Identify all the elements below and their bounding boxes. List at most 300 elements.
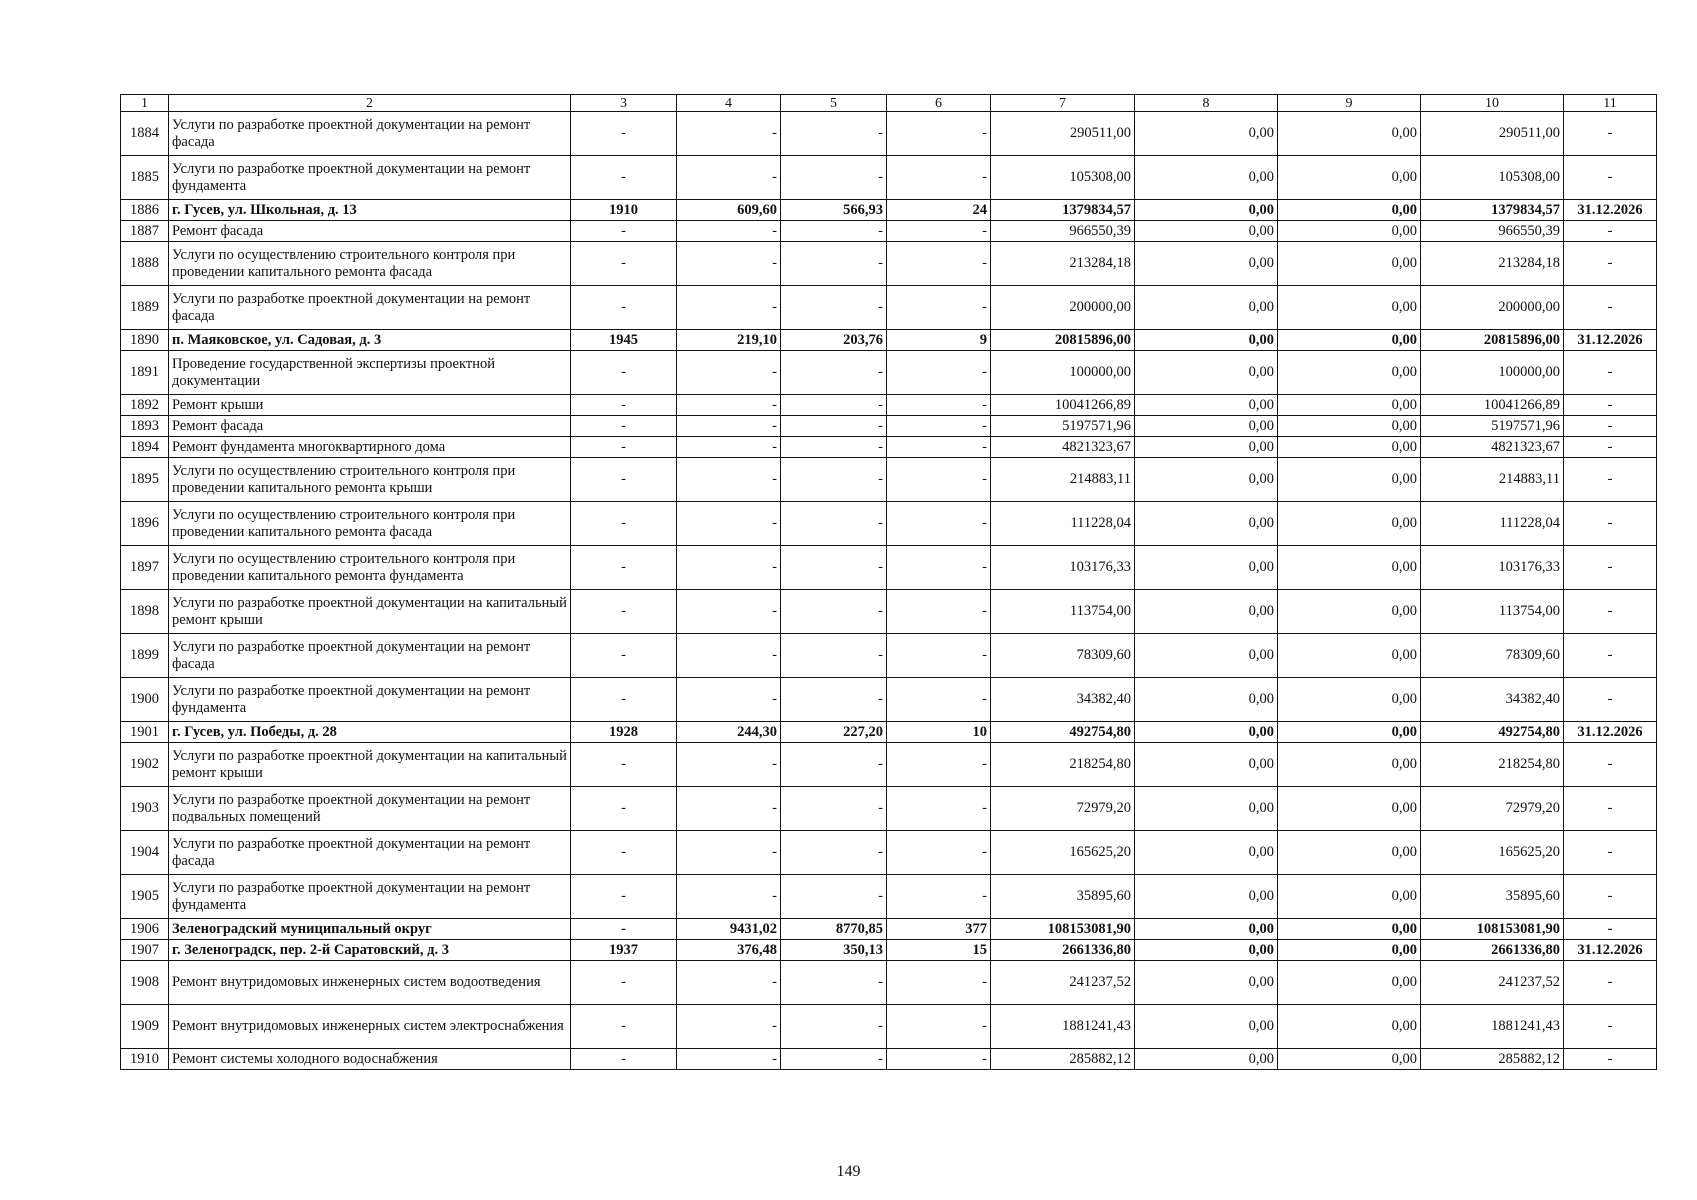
deadline-cell: - xyxy=(1564,743,1657,787)
area-living-cell: - xyxy=(781,351,887,395)
table-row xyxy=(121,156,1657,200)
row-number-cell: 1893 xyxy=(121,416,169,437)
item-name-cell: Услуги по разработке проектной документации на капитальный ремонт крыши xyxy=(169,743,571,787)
fund-a-cell: 0,00 xyxy=(1135,286,1278,330)
area-total-cell: - xyxy=(677,437,781,458)
item-name-cell: г. Гусев, ул. Школьная, д. 13 xyxy=(169,200,571,221)
fund-owners-cell: 241237,52 xyxy=(1421,961,1564,1005)
area-living-cell: 566,93 xyxy=(781,200,887,221)
area-total-cell: - xyxy=(677,831,781,875)
area-total-cell: 219,10 xyxy=(677,330,781,351)
fund-b-cell: 0,00 xyxy=(1278,416,1421,437)
cost-total-cell: 1379834,57 xyxy=(991,200,1135,221)
cost-total-cell: 213284,18 xyxy=(991,242,1135,286)
area-total-cell: - xyxy=(677,395,781,416)
year-cell: - xyxy=(571,875,677,919)
area-total-cell: - xyxy=(677,286,781,330)
cost-total-cell: 492754,80 xyxy=(991,722,1135,743)
deadline-cell: - xyxy=(1564,458,1657,502)
fund-a-cell: 0,00 xyxy=(1135,502,1278,546)
cost-total-cell: 72979,20 xyxy=(991,787,1135,831)
residents-cell: - xyxy=(887,546,991,590)
deadline-cell: - xyxy=(1564,1049,1657,1070)
residents-cell: - xyxy=(887,221,991,242)
fund-owners-cell: 200000,00 xyxy=(1421,286,1564,330)
row-number-cell: 1885 xyxy=(121,156,169,200)
table-row xyxy=(121,502,1657,546)
item-name-cell: Услуги по разработке проектной документации на ремонт фундамента xyxy=(169,678,571,722)
residents-cell: - xyxy=(887,875,991,919)
table-row xyxy=(121,961,1657,1005)
register-table xyxy=(120,94,1657,1070)
table-row xyxy=(121,1005,1657,1049)
row-number-cell: 1900 xyxy=(121,678,169,722)
fund-b-cell: 0,00 xyxy=(1278,502,1421,546)
item-name-cell: Услуги по разработке проектной документации на ремонт подвальных помещений xyxy=(169,787,571,831)
header-cell: 2 xyxy=(169,95,571,112)
deadline-cell: 31.12.2026 xyxy=(1564,200,1657,221)
fund-a-cell: 0,00 xyxy=(1135,200,1278,221)
year-cell: 1937 xyxy=(571,940,677,961)
year-cell: - xyxy=(571,1005,677,1049)
item-name-cell: Ремонт фасада xyxy=(169,416,571,437)
fund-a-cell: 0,00 xyxy=(1135,1005,1278,1049)
item-name-cell: Проведение государственной экспертизы проектной документации xyxy=(169,351,571,395)
fund-owners-cell: 213284,18 xyxy=(1421,242,1564,286)
page-number: 149 xyxy=(836,1163,861,1180)
row-number-cell: 1907 xyxy=(121,940,169,961)
fund-a-cell: 0,00 xyxy=(1135,919,1278,940)
deadline-cell: - xyxy=(1564,787,1657,831)
residents-cell: - xyxy=(887,1049,991,1070)
fund-owners-cell: 105308,00 xyxy=(1421,156,1564,200)
fund-owners-cell: 966550,39 xyxy=(1421,221,1564,242)
fund-b-cell: 0,00 xyxy=(1278,156,1421,200)
fund-b-cell: 0,00 xyxy=(1278,940,1421,961)
year-cell: - xyxy=(571,678,677,722)
cost-total-cell: 290511,00 xyxy=(991,112,1135,156)
year-cell: 1945 xyxy=(571,330,677,351)
cost-total-cell: 200000,00 xyxy=(991,286,1135,330)
row-number-cell: 1910 xyxy=(121,1049,169,1070)
cost-total-cell: 105308,00 xyxy=(991,156,1135,200)
item-name-cell: Ремонт внутридомовых инженерных систем водоотведения xyxy=(169,961,571,1005)
cost-total-cell: 78309,60 xyxy=(991,634,1135,678)
area-living-cell: - xyxy=(781,634,887,678)
item-name-cell: Услуги по разработке проектной документации на ремонт фасада xyxy=(169,831,571,875)
fund-a-cell: 0,00 xyxy=(1135,330,1278,351)
area-living-cell: - xyxy=(781,1005,887,1049)
year-cell: - xyxy=(571,546,677,590)
area-total-cell: - xyxy=(677,458,781,502)
area-total-cell: 609,60 xyxy=(677,200,781,221)
table-row xyxy=(121,221,1657,242)
fund-a-cell: 0,00 xyxy=(1135,831,1278,875)
fund-owners-cell: 1881241,43 xyxy=(1421,1005,1564,1049)
fund-b-cell: 0,00 xyxy=(1278,458,1421,502)
deadline-cell: - xyxy=(1564,286,1657,330)
row-number-cell: 1886 xyxy=(121,200,169,221)
year-cell: - xyxy=(571,242,677,286)
row-number-cell: 1884 xyxy=(121,112,169,156)
table-row-house xyxy=(121,722,1657,743)
year-cell: - xyxy=(571,286,677,330)
residents-cell: 377 xyxy=(887,919,991,940)
year-cell: - xyxy=(571,590,677,634)
item-name-cell: г. Зеленоградск, пер. 2-й Саратовский, д. 3 xyxy=(169,940,571,961)
row-number-cell: 1896 xyxy=(121,502,169,546)
table-row xyxy=(121,286,1657,330)
area-living-cell: - xyxy=(781,395,887,416)
fund-owners-cell: 72979,20 xyxy=(1421,787,1564,831)
area-living-cell: - xyxy=(781,416,887,437)
fund-a-cell: 0,00 xyxy=(1135,546,1278,590)
area-living-cell: - xyxy=(781,221,887,242)
deadline-cell: - xyxy=(1564,502,1657,546)
fund-b-cell: 0,00 xyxy=(1278,590,1421,634)
fund-a-cell: 0,00 xyxy=(1135,961,1278,1005)
fund-owners-cell: 285882,12 xyxy=(1421,1049,1564,1070)
row-number-cell: 1902 xyxy=(121,743,169,787)
year-cell: - xyxy=(571,634,677,678)
fund-owners-cell: 4821323,67 xyxy=(1421,437,1564,458)
cost-total-cell: 35895,60 xyxy=(991,875,1135,919)
fund-b-cell: 0,00 xyxy=(1278,330,1421,351)
fund-b-cell: 0,00 xyxy=(1278,242,1421,286)
row-number-cell: 1904 xyxy=(121,831,169,875)
deadline-cell: - xyxy=(1564,221,1657,242)
residents-cell: - xyxy=(887,242,991,286)
deadline-cell: - xyxy=(1564,1005,1657,1049)
year-cell: - xyxy=(571,395,677,416)
fund-owners-cell: 111228,04 xyxy=(1421,502,1564,546)
area-total-cell: - xyxy=(677,743,781,787)
fund-a-cell: 0,00 xyxy=(1135,242,1278,286)
residents-cell: - xyxy=(887,961,991,1005)
fund-b-cell: 0,00 xyxy=(1278,919,1421,940)
year-cell: - xyxy=(571,351,677,395)
fund-a-cell: 0,00 xyxy=(1135,940,1278,961)
column-number-header-row xyxy=(121,95,1657,112)
deadline-cell: 31.12.2026 xyxy=(1564,330,1657,351)
residents-cell: 10 xyxy=(887,722,991,743)
item-name-cell: Услуги по разработке проектной документации на капитальный ремонт крыши xyxy=(169,590,571,634)
area-total-cell: - xyxy=(677,112,781,156)
fund-b-cell: 0,00 xyxy=(1278,1005,1421,1049)
cost-total-cell: 4821323,67 xyxy=(991,437,1135,458)
fund-b-cell: 0,00 xyxy=(1278,961,1421,1005)
row-number-cell: 1908 xyxy=(121,961,169,1005)
table-row xyxy=(121,416,1657,437)
fund-a-cell: 0,00 xyxy=(1135,722,1278,743)
table-row xyxy=(121,831,1657,875)
fund-a-cell: 0,00 xyxy=(1135,416,1278,437)
table-row-house xyxy=(121,919,1657,940)
cost-total-cell: 34382,40 xyxy=(991,678,1135,722)
area-living-cell: - xyxy=(781,961,887,1005)
fund-a-cell: 0,00 xyxy=(1135,875,1278,919)
deadline-cell: - xyxy=(1564,351,1657,395)
fund-owners-cell: 35895,60 xyxy=(1421,875,1564,919)
fund-owners-cell: 1379834,57 xyxy=(1421,200,1564,221)
item-name-cell: Ремонт крыши xyxy=(169,395,571,416)
deadline-cell: - xyxy=(1564,831,1657,875)
row-number-cell: 1890 xyxy=(121,330,169,351)
table-row xyxy=(121,634,1657,678)
fund-b-cell: 0,00 xyxy=(1278,200,1421,221)
row-number-cell: 1909 xyxy=(121,1005,169,1049)
residents-cell: 9 xyxy=(887,330,991,351)
fund-b-cell: 0,00 xyxy=(1278,546,1421,590)
item-name-cell: Услуги по осуществлению строительного контроля при проведении капитального ремонта фасада xyxy=(169,502,571,546)
year-cell: - xyxy=(571,502,677,546)
area-total-cell: 244,30 xyxy=(677,722,781,743)
area-living-cell: - xyxy=(781,678,887,722)
area-living-cell: 350,13 xyxy=(781,940,887,961)
area-total-cell: - xyxy=(677,242,781,286)
area-total-cell: - xyxy=(677,875,781,919)
residents-cell: - xyxy=(887,502,991,546)
fund-owners-cell: 113754,00 xyxy=(1421,590,1564,634)
row-number-cell: 1887 xyxy=(121,221,169,242)
header-cell: 1 xyxy=(121,95,169,112)
residents-cell: - xyxy=(887,395,991,416)
row-number-cell: 1905 xyxy=(121,875,169,919)
cost-total-cell: 111228,04 xyxy=(991,502,1135,546)
item-name-cell: Ремонт фасада xyxy=(169,221,571,242)
area-total-cell: 9431,02 xyxy=(677,919,781,940)
deadline-cell: - xyxy=(1564,546,1657,590)
row-number-cell: 1894 xyxy=(121,437,169,458)
item-name-cell: Услуги по разработке проектной документации на ремонт фундамента xyxy=(169,156,571,200)
area-total-cell: - xyxy=(677,787,781,831)
cost-total-cell: 108153081,90 xyxy=(991,919,1135,940)
fund-owners-cell: 218254,80 xyxy=(1421,743,1564,787)
residents-cell: - xyxy=(887,458,991,502)
residents-cell: - xyxy=(887,437,991,458)
area-total-cell: - xyxy=(677,416,781,437)
fund-b-cell: 0,00 xyxy=(1278,1049,1421,1070)
header-cell: 11 xyxy=(1564,95,1657,112)
area-living-cell: - xyxy=(781,156,887,200)
fund-owners-cell: 108153081,90 xyxy=(1421,919,1564,940)
year-cell: - xyxy=(571,416,677,437)
row-number-cell: 1903 xyxy=(121,787,169,831)
residents-cell: - xyxy=(887,112,991,156)
area-living-cell: - xyxy=(781,502,887,546)
cost-total-cell: 20815896,00 xyxy=(991,330,1135,351)
fund-a-cell: 0,00 xyxy=(1135,437,1278,458)
area-living-cell: - xyxy=(781,112,887,156)
item-name-cell: Услуги по разработке проектной документации на ремонт фасада xyxy=(169,634,571,678)
fund-owners-cell: 10041266,89 xyxy=(1421,395,1564,416)
fund-b-cell: 0,00 xyxy=(1278,351,1421,395)
year-cell: - xyxy=(571,743,677,787)
deadline-cell: - xyxy=(1564,961,1657,1005)
deadline-cell: - xyxy=(1564,875,1657,919)
area-living-cell: - xyxy=(781,831,887,875)
header-cell: 8 xyxy=(1135,95,1278,112)
fund-owners-cell: 5197571,96 xyxy=(1421,416,1564,437)
fund-b-cell: 0,00 xyxy=(1278,286,1421,330)
year-cell: - xyxy=(571,458,677,502)
cost-total-cell: 241237,52 xyxy=(991,961,1135,1005)
item-name-cell: Услуги по разработке проектной документации на ремонт фасада xyxy=(169,286,571,330)
area-total-cell: - xyxy=(677,678,781,722)
area-living-cell: - xyxy=(781,1049,887,1070)
fund-a-cell: 0,00 xyxy=(1135,634,1278,678)
table-row-house xyxy=(121,200,1657,221)
table-row xyxy=(121,242,1657,286)
item-name-cell: Услуги по осуществлению строительного контроля при проведении капитального ремонта крыши xyxy=(169,458,571,502)
residents-cell: - xyxy=(887,743,991,787)
cost-total-cell: 10041266,89 xyxy=(991,395,1135,416)
row-number-cell: 1899 xyxy=(121,634,169,678)
cost-total-cell: 1881241,43 xyxy=(991,1005,1135,1049)
header-cell: 5 xyxy=(781,95,887,112)
area-total-cell: - xyxy=(677,1049,781,1070)
cost-total-cell: 5197571,96 xyxy=(991,416,1135,437)
table-row xyxy=(121,112,1657,156)
area-total-cell: 376,48 xyxy=(677,940,781,961)
cost-total-cell: 100000,00 xyxy=(991,351,1135,395)
fund-owners-cell: 290511,00 xyxy=(1421,112,1564,156)
residents-cell: 24 xyxy=(887,200,991,221)
year-cell: 1910 xyxy=(571,200,677,221)
fund-b-cell: 0,00 xyxy=(1278,787,1421,831)
area-total-cell: - xyxy=(677,502,781,546)
area-living-cell: 203,76 xyxy=(781,330,887,351)
area-total-cell: - xyxy=(677,634,781,678)
cost-total-cell: 103176,33 xyxy=(991,546,1135,590)
table-row-house xyxy=(121,330,1657,351)
table-row xyxy=(121,546,1657,590)
area-total-cell: - xyxy=(677,1005,781,1049)
fund-owners-cell: 165625,20 xyxy=(1421,831,1564,875)
year-cell: - xyxy=(571,221,677,242)
area-living-cell: - xyxy=(781,546,887,590)
fund-a-cell: 0,00 xyxy=(1135,787,1278,831)
year-cell: - xyxy=(571,961,677,1005)
fund-a-cell: 0,00 xyxy=(1135,112,1278,156)
year-cell: - xyxy=(571,831,677,875)
year-cell: - xyxy=(571,437,677,458)
deadline-cell: - xyxy=(1564,634,1657,678)
year-cell: - xyxy=(571,919,677,940)
header-cell: 6 xyxy=(887,95,991,112)
deadline-cell: - xyxy=(1564,416,1657,437)
area-living-cell: - xyxy=(781,242,887,286)
fund-b-cell: 0,00 xyxy=(1278,395,1421,416)
fund-b-cell: 0,00 xyxy=(1278,221,1421,242)
cost-total-cell: 2661336,80 xyxy=(991,940,1135,961)
fund-a-cell: 0,00 xyxy=(1135,395,1278,416)
residents-cell: - xyxy=(887,416,991,437)
area-living-cell: - xyxy=(781,458,887,502)
row-number-cell: 1892 xyxy=(121,395,169,416)
cost-total-cell: 966550,39 xyxy=(991,221,1135,242)
area-total-cell: - xyxy=(677,221,781,242)
table-row xyxy=(121,351,1657,395)
fund-b-cell: 0,00 xyxy=(1278,437,1421,458)
area-living-cell: - xyxy=(781,286,887,330)
row-number-cell: 1889 xyxy=(121,286,169,330)
fund-b-cell: 0,00 xyxy=(1278,743,1421,787)
deadline-cell: - xyxy=(1564,242,1657,286)
row-number-cell: 1897 xyxy=(121,546,169,590)
residents-cell: - xyxy=(887,634,991,678)
item-name-cell: Услуги по осуществлению строительного контроля при проведении капитального ремонта фасада xyxy=(169,242,571,286)
item-name-cell: г. Гусев, ул. Победы, д. 28 xyxy=(169,722,571,743)
fund-a-cell: 0,00 xyxy=(1135,678,1278,722)
deadline-cell: - xyxy=(1564,156,1657,200)
deadline-cell: - xyxy=(1564,919,1657,940)
deadline-cell: - xyxy=(1564,112,1657,156)
fund-a-cell: 0,00 xyxy=(1135,221,1278,242)
table-body xyxy=(121,95,1657,1070)
row-number-cell: 1906 xyxy=(121,919,169,940)
table-row xyxy=(121,590,1657,634)
item-name-cell: Зеленоградский муниципальный округ xyxy=(169,919,571,940)
deadline-cell: - xyxy=(1564,590,1657,634)
fund-a-cell: 0,00 xyxy=(1135,590,1278,634)
residents-cell: 15 xyxy=(887,940,991,961)
deadline-cell: - xyxy=(1564,437,1657,458)
item-name-cell: Услуги по разработке проектной документации на ремонт фасада xyxy=(169,112,571,156)
table-row xyxy=(121,437,1657,458)
row-number-cell: 1901 xyxy=(121,722,169,743)
area-living-cell: 227,20 xyxy=(781,722,887,743)
area-total-cell: - xyxy=(677,546,781,590)
area-living-cell: 8770,85 xyxy=(781,919,887,940)
item-name-cell: Ремонт фундамента многоквартирного дома xyxy=(169,437,571,458)
fund-owners-cell: 492754,80 xyxy=(1421,722,1564,743)
fund-owners-cell: 100000,00 xyxy=(1421,351,1564,395)
header-cell: 7 xyxy=(991,95,1135,112)
fund-owners-cell: 20815896,00 xyxy=(1421,330,1564,351)
table-row xyxy=(121,743,1657,787)
fund-b-cell: 0,00 xyxy=(1278,722,1421,743)
fund-a-cell: 0,00 xyxy=(1135,458,1278,502)
header-cell: 4 xyxy=(677,95,781,112)
row-number-cell: 1888 xyxy=(121,242,169,286)
fund-b-cell: 0,00 xyxy=(1278,831,1421,875)
fund-b-cell: 0,00 xyxy=(1278,875,1421,919)
item-name-cell: п. Маяковское, ул. Садовая, д. 3 xyxy=(169,330,571,351)
fund-b-cell: 0,00 xyxy=(1278,634,1421,678)
area-total-cell: - xyxy=(677,961,781,1005)
row-number-cell: 1895 xyxy=(121,458,169,502)
deadline-cell: - xyxy=(1564,395,1657,416)
residents-cell: - xyxy=(887,286,991,330)
deadline-cell: 31.12.2026 xyxy=(1564,722,1657,743)
deadline-cell: 31.12.2026 xyxy=(1564,940,1657,961)
residents-cell: - xyxy=(887,156,991,200)
residents-cell: - xyxy=(887,787,991,831)
table-row-house xyxy=(121,940,1657,961)
residents-cell: - xyxy=(887,351,991,395)
table-row xyxy=(121,395,1657,416)
residents-cell: - xyxy=(887,831,991,875)
fund-owners-cell: 214883,11 xyxy=(1421,458,1564,502)
year-cell: - xyxy=(571,787,677,831)
fund-owners-cell: 34382,40 xyxy=(1421,678,1564,722)
fund-a-cell: 0,00 xyxy=(1135,351,1278,395)
fund-owners-cell: 103176,33 xyxy=(1421,546,1564,590)
area-living-cell: - xyxy=(781,743,887,787)
year-cell: - xyxy=(571,1049,677,1070)
item-name-cell: Услуги по осуществлению строительного контроля при проведении капитального ремонта фундамента xyxy=(169,546,571,590)
